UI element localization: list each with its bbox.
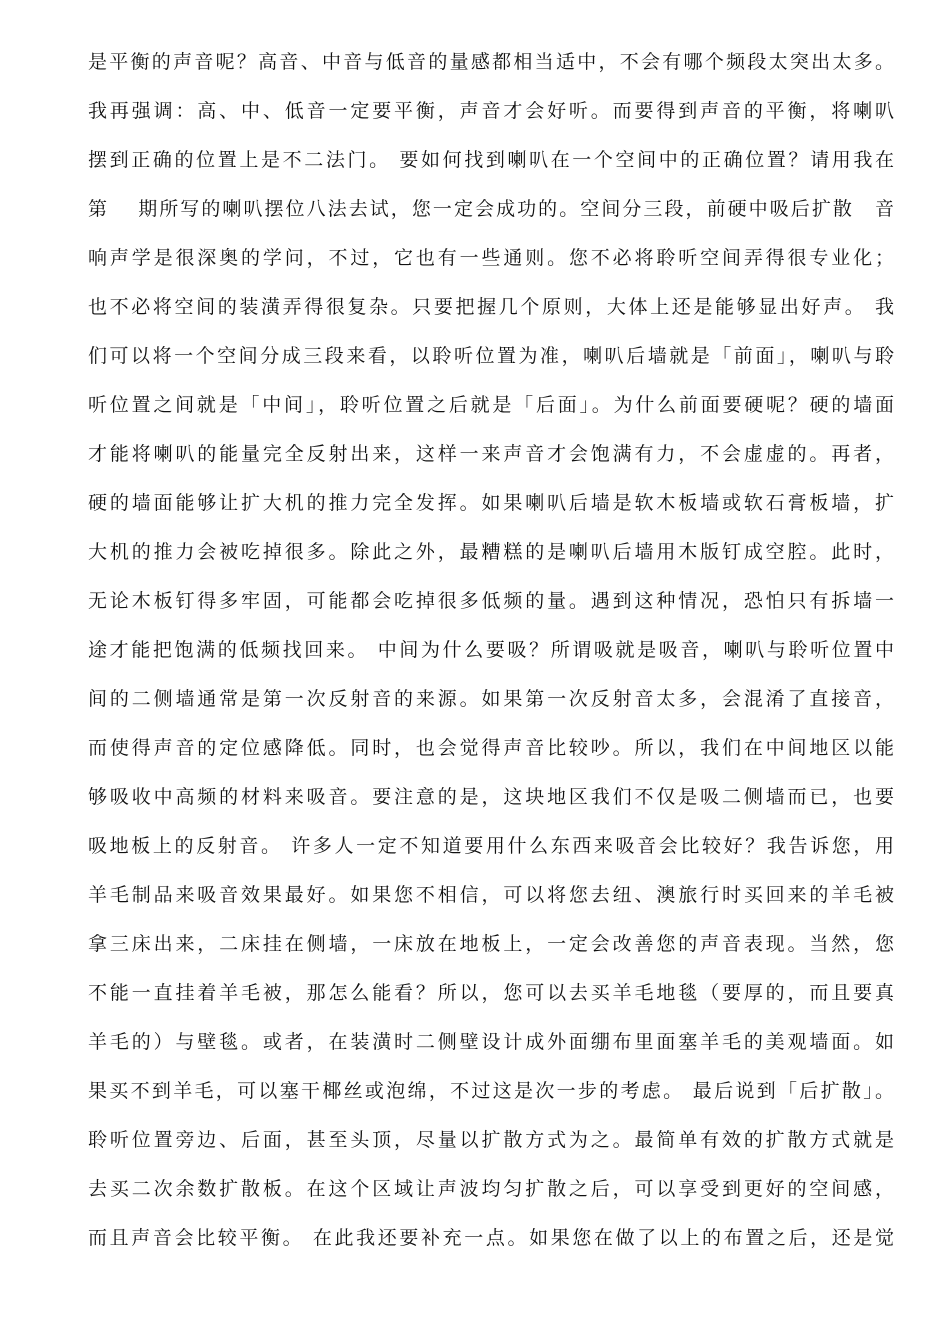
text-line: 而且声音会比较平衡。 在此我还要补充一点。如果您在做了以上的布置之后，还是觉	[88, 1227, 894, 1249]
text-line: 也不必将空间的装潢弄得很复杂。只要把握几个原则，大体上还是能够显出好声。 我	[88, 296, 894, 318]
text-line: 第 期所写的喇叭摆位八法去试，您一定会成功的。空间分三段，前硬中吸后扩散 音	[88, 198, 894, 220]
text-line: 羊毛制品来吸音效果最好。如果您不相信，可以将您去纽、澳旅行时买回来的羊毛被	[88, 884, 894, 906]
text-line: 去买二次余数扩散板。在这个区域让声波均匀扩散之后，可以享受到更好的空间感，	[88, 1178, 894, 1200]
text-line: 摆到正确的位置上是不二法门。 要如何找到喇叭在一个空间中的正确位置？请用我在	[88, 149, 894, 171]
text-line: 硬的墙面能够让扩大机的推力完全发挥。如果喇叭后墙是软木板墙或软石膏板墙，扩	[88, 492, 894, 514]
text-line: 聆听位置旁边、后面，甚至头顶，尽量以扩散方式为之。最简单有效的扩散方式就是	[88, 1129, 894, 1151]
text-line: 们可以将一个空间分成三段来看，以聆听位置为准，喇叭后墙就是「前面」，喇叭与聆	[88, 345, 894, 367]
text-line: 无论木板钉得多牢固，可能都会吃掉很多低频的量。遇到这种情况，恐怕只有拆墙一	[88, 590, 894, 612]
text-line: 听位置之间就是「中间」，聆听位置之后就是「后面」。为什么前面要硬呢？硬的墙面	[88, 394, 894, 416]
text-line: 羊毛的）与壁毯。或者，在装潢时二侧壁设计成外面绷布里面塞羊毛的美观墙面。如	[88, 1031, 894, 1053]
text-line: 果买不到羊毛，可以塞干椰丝或泡绵，不过这是次一步的考虑。 最后说到「后扩散」。	[88, 1080, 894, 1102]
text-line: 是平衡的声音呢？高音、中音与低音的量感都相当适中，不会有哪个频段太突出太多。	[88, 51, 894, 73]
text-line: 不能一直挂着羊毛被，那怎么能看？所以，您可以去买羊毛地毯（要厚的，而且要真	[88, 982, 894, 1004]
text-line: 途才能把饱满的低频找回来。 中间为什么要吸？所谓吸就是吸音，喇叭与聆听位置中	[88, 639, 894, 661]
text-line: 响声学是很深奥的学问，不过，它也有一些通则。您不必将聆听空间弄得很专业化；	[88, 247, 894, 269]
text-line: 大机的推力会被吃掉很多。除此之外，最糟糕的是喇叭后墙用木版钉成空腔。此时，	[88, 541, 894, 563]
text-line: 才能将喇叭的能量完全反射出来，这样一来声音才会饱满有力，不会虚虚的。再者，	[88, 443, 894, 465]
body-text	[88, 38, 894, 1263]
text-line: 够吸收中高频的材料来吸音。要注意的是，这块地区我们不仅是吸二侧墙而已，也要	[88, 786, 894, 808]
text-line: 间的二侧墙通常是第一次反射音的来源。如果第一次反射音太多，会混淆了直接音，	[88, 688, 894, 710]
text-line: 吸地板上的反射音。 许多人一定不知道要用什么东西来吸音会比较好？我告诉您，用	[88, 835, 894, 857]
text-line: 而使得声音的定位感降低。同时，也会觉得声音比较吵。所以，我们在中间地区以能	[88, 737, 894, 759]
text-line: 拿三床出来，二床挂在侧墙，一床放在地板上，一定会改善您的声音表现。当然，您	[88, 933, 894, 955]
text-line: 我再强调：高、中、低音一定要平衡，声音才会好听。而要得到声音的平衡，将喇叭	[88, 100, 894, 122]
